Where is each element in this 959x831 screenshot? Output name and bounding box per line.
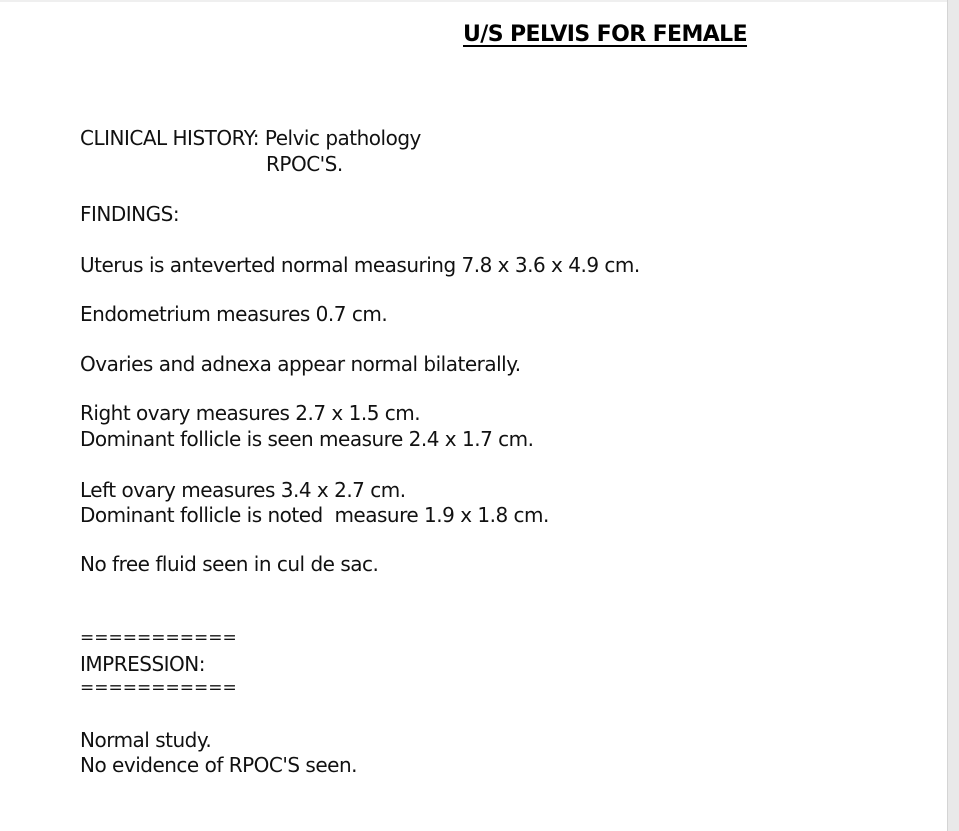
clinical-history-continuation: RPOC'S. [266,152,343,176]
finding-ovaries: Ovaries and adnexa appear normal bilaterally. [80,352,521,376]
impression-line-1: Normal study. [80,728,212,752]
finding-free-fluid: No free fluid seen in cul de sac. [80,552,379,576]
page-top-edge [0,0,947,2]
finding-left-ovary: Left ovary measures 3.4 x 2.7 cm. [80,478,406,502]
impression-line-2: No evidence of RPOC'S seen. [80,753,357,777]
finding-right-ovary: Right ovary measures 2.7 x 1.5 cm. [80,401,421,425]
finding-right-follicle: Dominant follicle is seen measure 2.4 x 1.7 cm. [80,427,534,451]
report-title: U/S PELVIS FOR FEMALE [463,22,748,47]
clinical-history-label: CLINICAL HISTORY: Pelvic pathology [80,126,421,150]
finding-uterus: Uterus is anteverted normal measuring 7.8 x 3.6 x 4.9 cm. [80,253,640,277]
finding-endometrium: Endometrium measures 0.7 cm. [80,302,388,326]
findings-heading: FINDINGS: [80,202,180,226]
impression-heading: IMPRESSION: [80,652,205,676]
finding-left-follicle: Dominant follicle is noted measure 1.9 x 1.8 cm. [80,503,549,527]
impression-separator-bottom: =========== [80,678,237,698]
impression-separator-top: =========== [80,628,237,648]
